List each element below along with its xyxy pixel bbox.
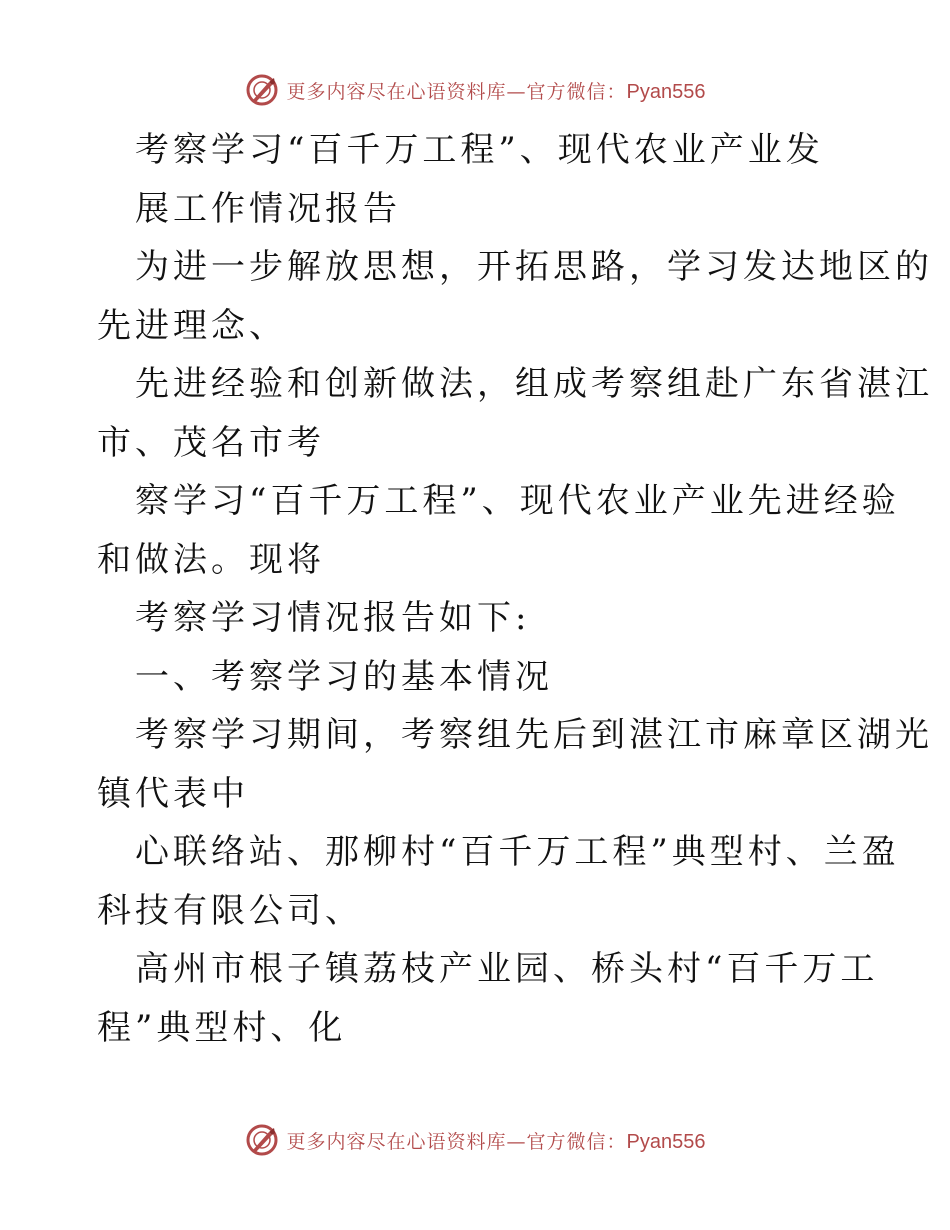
- text-line: 程”典型村、化: [97, 1007, 347, 1048]
- text-line: 考察学习“百千万工程”、现代农业产业发: [135, 130, 824, 170]
- footer-watermark: [0, 1120, 950, 1160]
- watermark-text: 更多内容尽在心语资料库—官方微信：Pyan556: [286, 80, 706, 103]
- text-line: 一、考察学习的基本情况: [135, 656, 553, 697]
- text-line: 先进理念、: [97, 305, 287, 346]
- text-line: 先进经验和创新做法，组成考察组赴广东省湛江: [135, 364, 933, 404]
- text-line: 市、茂名市考: [97, 422, 325, 463]
- pen-quill-seal-icon: [245, 73, 279, 107]
- header-watermark: [0, 70, 950, 110]
- document-body: [97, 121, 933, 1057]
- text-line: 展工作情况报告: [135, 188, 401, 229]
- text-line: 察学习“百千万工程”、现代农业产业先进经验: [135, 481, 900, 521]
- text-line: 科技有限公司、: [97, 890, 363, 931]
- text-line: 考察学习期间，考察组先后到湛江市麻章区湖光: [135, 715, 933, 755]
- pen-quill-seal-icon: [245, 1123, 279, 1157]
- text-line: 为进一步解放思想，开拓思路，学习发达地区的: [135, 247, 933, 287]
- text-line: 考察学习情况报告如下:: [135, 598, 531, 638]
- text-line: 镇代表中: [97, 773, 249, 814]
- text-line: 和做法。现将: [97, 539, 325, 580]
- watermark-text: 更多内容尽在心语资料库—官方微信：Pyan556: [286, 1130, 706, 1153]
- text-line: 高州市根子镇荔枝产业园、桥头村“百千万工: [135, 949, 879, 989]
- text-line: 心联络站、那柳村“百千万工程”典型村、兰盈: [135, 832, 900, 872]
